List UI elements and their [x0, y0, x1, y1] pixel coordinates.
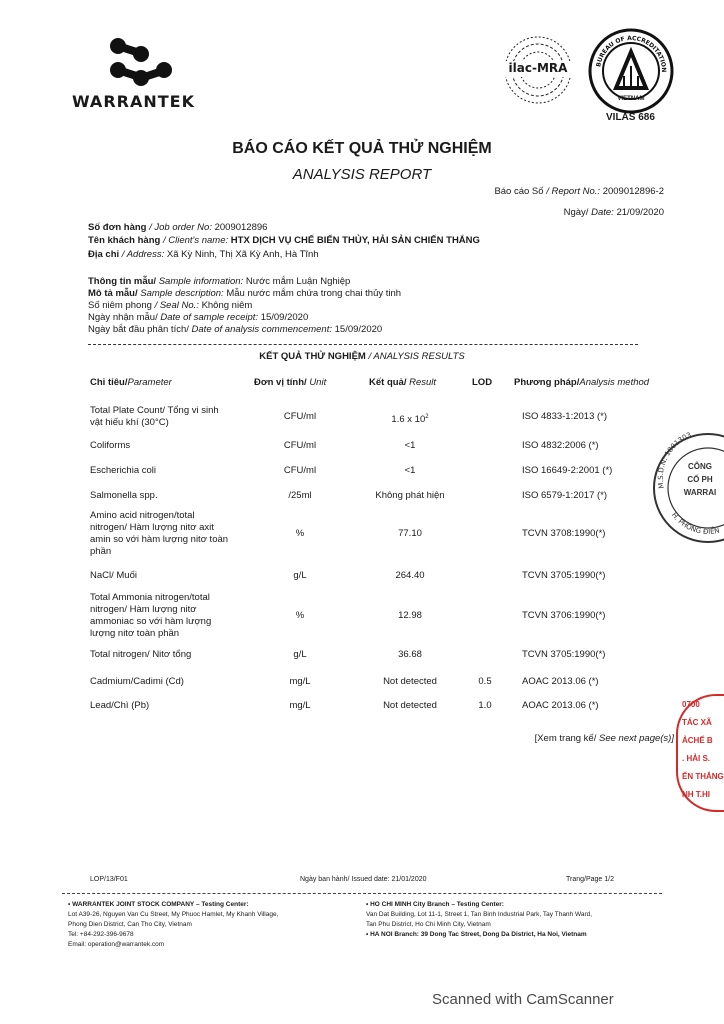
seal-line [88, 300, 252, 311]
row-parameter [90, 490, 260, 502]
col-header-method-en: Analysis method [579, 377, 650, 388]
col-header-unit-en: Unit [309, 377, 327, 388]
vilas-code: VILAS 686 [606, 112, 655, 123]
row-method [522, 649, 672, 661]
row-method-text: AOAC 2013.06 (*) [522, 676, 599, 687]
results-title [0, 351, 724, 362]
row-parameter [90, 700, 260, 712]
page-label: Trang/Page [566, 876, 603, 883]
row-result-text: Không phát hiện [375, 490, 445, 501]
row-unit [270, 528, 330, 540]
footer-branch-address [366, 900, 592, 940]
footer-hcm-line: Van Dat Building, Lot 11-1, Street 1, Tan Binh Industrial Park, Tay Thanh Ward, [366, 911, 593, 918]
receipt-date: 15/09/2020 [260, 312, 309, 323]
col-header-method-vn: Phương pháp/ [514, 377, 580, 388]
analysis-date-label-en: Date of analysis commencement: [191, 324, 332, 335]
report-title-vn: BÁO CÁO KẾT QUẢ THỬ NGHIỆM [232, 140, 492, 157]
row-unit-text: mg/L [289, 700, 311, 711]
report-number: 2009012896-2 [602, 186, 664, 197]
row-result-text: <1 [404, 465, 416, 476]
address-label-en: / Address: [121, 249, 165, 260]
round-stamp-center [672, 460, 724, 499]
row-parameter [90, 570, 260, 582]
warrantek-logo-mark [92, 34, 184, 92]
row-result-text: Not detected [383, 676, 437, 687]
col-header-method [514, 377, 649, 388]
row-unit-text: g/L [293, 649, 307, 660]
row-result-exponent: 2 [425, 414, 429, 420]
red-stamp-line: TÁC XÃ [682, 718, 712, 727]
seal-value: Không niêm [201, 300, 253, 311]
sample-desc-label-vn: Mô tả mẫu/ [88, 288, 138, 299]
camscanner-watermark: Scanned with CamScanner [432, 991, 614, 1008]
seal-label-vn: Số niêm phong [88, 300, 152, 311]
row-parameter-line: lượng nitơ toàn phần [90, 628, 180, 639]
report-date: 21/09/2020 [616, 207, 664, 218]
row-result [360, 700, 460, 712]
col-header-parameter [90, 377, 172, 388]
analysis-date: 15/09/2020 [334, 324, 383, 335]
see-next-page-note [535, 733, 674, 744]
seal-label-en: / Seal No.: [154, 300, 199, 311]
row-lod [465, 700, 505, 712]
sample-info-value: Nước mắm Luận Nghiệp [245, 276, 351, 287]
col-header-result [369, 377, 436, 388]
row-result-text: 264.40 [395, 570, 425, 581]
row-unit-text: CFU/ml [283, 465, 317, 476]
row-method-text: ISO 4832:2006 (*) [522, 440, 599, 451]
footer-divider [62, 893, 662, 894]
col-header-result-vn: Kết quả/ [369, 377, 407, 388]
row-result-text: <1 [404, 440, 416, 451]
footer-hq-line: Phong Dien District, Can Tho City, Vietnam [68, 921, 192, 928]
row-result [360, 676, 460, 688]
col-header-unit [254, 377, 326, 388]
footer-hcm-title: • HO CHI MINH City Branch – Testing Center: [366, 901, 504, 908]
see-next-vn: [Xem trang kế/ [534, 733, 597, 744]
red-stamp-line: 0700 [682, 700, 700, 709]
row-method-text: TCVN 3706:1990(*) [522, 610, 606, 621]
footer-hq-title: • WARRANTEK JOINT STOCK COMPANY – Testing Center: [68, 901, 249, 908]
row-unit-text: CFU/ml [283, 411, 317, 422]
row-parameter-line: Coliforms [90, 440, 131, 451]
row-parameter [90, 465, 260, 477]
row-unit [270, 676, 330, 688]
row-method [522, 411, 672, 423]
row-method-text: TCVN 3708:1990(*) [522, 528, 606, 539]
row-parameter [90, 510, 260, 558]
row-method-text: TCVN 3705:1990(*) [522, 570, 606, 581]
col-header-result-en: Result [409, 377, 437, 388]
address-value: Xã Kỳ Ninh, Thị Xã Kỳ Anh, Hà Tĩnh [166, 249, 319, 260]
row-parameter [90, 592, 260, 640]
job-order-number: 2009012896 [214, 222, 268, 233]
row-parameter [90, 405, 260, 429]
footer-hq-email: Email: operation@warrantek.com [68, 941, 165, 948]
sample-info-line [88, 276, 350, 287]
row-method-text: ISO 16649-2:2001 (*) [522, 465, 613, 476]
row-method [522, 570, 672, 582]
row-parameter-line: Escherichia coli [90, 465, 156, 476]
client-label-en: / Client's name: [162, 235, 229, 246]
row-unit-text: % [295, 610, 305, 621]
row-method-text: ISO 6579-1:2017 (*) [522, 490, 608, 501]
row-lod-text: 1.0 [478, 700, 492, 711]
company-logo-text: WARRANTEK [72, 92, 195, 111]
row-method [522, 610, 672, 622]
issued-date: 21/01/2020 [391, 876, 427, 883]
sample-info-label-en: Sample information: [158, 276, 244, 287]
job-order-label-en: / Job order No: [149, 222, 212, 233]
row-unit-text: % [295, 528, 305, 539]
ilac-mra-logo [496, 34, 580, 106]
row-unit-text: mg/L [289, 676, 311, 687]
client-label-vn: Tên khách hàng [88, 235, 161, 246]
row-parameter-line: Cadmium/Cadimi (Cd) [90, 676, 184, 687]
red-stamp-line: NH T.HI [682, 790, 710, 799]
row-unit [270, 490, 330, 502]
ilac-mra-text: ilac-MRA [508, 61, 568, 75]
row-parameter-line: NaCl/ Muối [90, 570, 137, 581]
results-title-en: / ANALYSIS RESULTS [368, 351, 465, 362]
analysis-date-label-vn: Ngày bắt đầu phân tích/ [88, 324, 189, 335]
client-name: HTX DỊCH VỤ CHẾ BIẾN THỦY, HẢI SẢN CHIẾN THẮNG [230, 235, 480, 246]
row-parameter-line: Amino acid nitrogen/total [90, 510, 195, 521]
company-round-stamp [650, 428, 724, 548]
address-label-vn: Địa chỉ [88, 249, 120, 260]
row-parameter [90, 676, 260, 688]
red-stamp-line: ẢCHẾ B [682, 736, 713, 745]
row-unit-text: /25ml [288, 490, 312, 501]
section-divider [88, 344, 638, 345]
row-result [360, 490, 460, 502]
receipt-date-label-en: Date of sample receipt: [160, 312, 259, 323]
boa-ring-text: BUREAU OF ACCREDITATION [595, 34, 668, 73]
sample-info-label-vn: Thông tin mẫu/ [88, 276, 157, 287]
row-result-text: 12.98 [398, 610, 422, 621]
page-number-line [566, 876, 614, 883]
row-unit [270, 440, 330, 452]
row-unit-text: CFU/ml [283, 440, 317, 451]
row-parameter-line: vật hiếu khí (30°C) [90, 417, 169, 428]
row-result [360, 570, 460, 582]
round-stamp-bottom-text: H. PHONG ĐIỀN [669, 511, 721, 536]
results-title-vn: KẾT QUẢ THỬ NGHIỆM [259, 351, 366, 362]
sample-desc-value: Mẫu nước mắm chứa trong chai thủy tinh [226, 288, 402, 299]
job-order-line [88, 222, 267, 233]
row-parameter-line: Salmonella spp. [90, 490, 158, 501]
row-parameter-line: ammoniac so với hàm lượng [90, 616, 212, 627]
analysis-date-line [88, 324, 382, 335]
footer-hcm-line: Tan Phu District, Ho Chi Minh City, Vietnam [366, 921, 491, 928]
row-method [522, 700, 672, 712]
row-parameter-line: amin so với hàm lượng nitơ toàn [90, 534, 229, 545]
row-result [360, 528, 460, 540]
row-lod [465, 676, 505, 688]
issued-date-line [300, 876, 427, 883]
row-result [360, 649, 460, 661]
row-result [360, 610, 460, 622]
row-unit [270, 700, 330, 712]
report-number-label-en: / Report No.: [546, 186, 601, 197]
row-lod-text: 0.5 [478, 676, 492, 687]
col-header-lod: LOD [472, 377, 493, 388]
row-parameter-line: Lead/Chì (Pb) [90, 700, 150, 711]
col-header-parameter-en: Parameter [127, 377, 172, 388]
footer-hq-line: Lot A39-26, Nguyen Van Cu Street, My Phuoc Hamlet, My Khanh Village, [68, 911, 279, 918]
red-cooperative-stamp [676, 694, 724, 812]
report-number-label-vn: Báo cáo Số [494, 186, 544, 197]
report-title-en: ANALYSIS REPORT [292, 166, 432, 183]
row-unit [270, 411, 330, 423]
round-stamp-line: CỔ PH [687, 475, 713, 484]
job-order-label-vn: Số đơn hàng [88, 222, 147, 233]
receipt-date-line [88, 312, 308, 323]
row-result-text: 36.68 [398, 649, 422, 660]
row-method-text: AOAC 2013.06 (*) [522, 700, 599, 711]
red-stamp-line: ẾN THẮNG [682, 772, 724, 781]
row-parameter-line: Total Plate Count/ Tổng vi sinh [90, 405, 219, 416]
row-parameter [90, 649, 260, 661]
footer-hq-address [68, 900, 278, 950]
row-method [522, 676, 672, 688]
row-unit-text: g/L [293, 570, 307, 581]
row-result [360, 440, 460, 452]
form-code: LOP/13/F01 [90, 876, 128, 883]
sample-desc-label-en: Sample description: [140, 288, 224, 299]
row-result-text: 1.6 x 10 [391, 414, 426, 426]
col-header-unit-vn: Đơn vị tính/ [254, 377, 307, 388]
round-stamp-line: WARRAI [683, 488, 717, 497]
report-date-line [564, 207, 664, 218]
round-stamp-line: CÔNG [688, 462, 712, 471]
row-result [360, 411, 460, 426]
row-method-text: TCVN 3705:1990(*) [522, 649, 606, 660]
warrantek-logo [92, 34, 184, 92]
row-parameter [90, 440, 260, 452]
receipt-date-label-vn: Ngày nhận mẫu/ [88, 312, 158, 323]
row-result-text: 77.10 [398, 528, 422, 539]
row-parameter-line: Total Ammonia nitrogen/total [90, 592, 210, 603]
sample-description-line [88, 288, 401, 299]
footer-hanoi-line: • HA NOI Branch: 39 Dong Tac Street, Dong Da District, Ha Noi, Vietnam [366, 931, 587, 938]
report-date-label-en: Date: [591, 207, 614, 218]
row-unit [270, 465, 330, 477]
row-unit [270, 570, 330, 582]
row-method-text: ISO 4833-1:2013 (*) [522, 411, 608, 422]
address-line [88, 249, 319, 260]
footer-hq-phone: Tel: +84-292-396-9678 [68, 931, 134, 938]
row-unit [270, 610, 330, 622]
row-parameter-line: phần [90, 546, 112, 557]
issued-date-label: Ngày ban hành/ Issued date: [300, 876, 390, 883]
see-next-en: See next page(s)] [599, 733, 674, 744]
client-name-line [88, 235, 480, 246]
row-parameter-line: nitrogen/ Hàm lượng nitơ [90, 604, 197, 615]
boa-country: VIETNAM [617, 96, 645, 102]
report-date-label-vn: Ngày/ [563, 207, 589, 218]
row-parameter-line: nitrogen/ Hàm lượng nitơ axit [90, 522, 214, 533]
boa-logo [588, 28, 674, 114]
row-unit [270, 649, 330, 661]
red-stamp-line: . HẢI S. [682, 754, 711, 763]
col-header-parameter-vn: Chỉ tiêu/ [90, 377, 128, 388]
row-parameter-line: Total nitrogen/ Nitơ tổng [90, 649, 192, 660]
round-stamp-top-text: M.S.D.N: 1801303 [656, 431, 693, 490]
report-number-line [494, 186, 664, 197]
page-number: 1/2 [604, 876, 615, 883]
row-result [360, 465, 460, 477]
row-result-text: Not detected [383, 700, 437, 711]
